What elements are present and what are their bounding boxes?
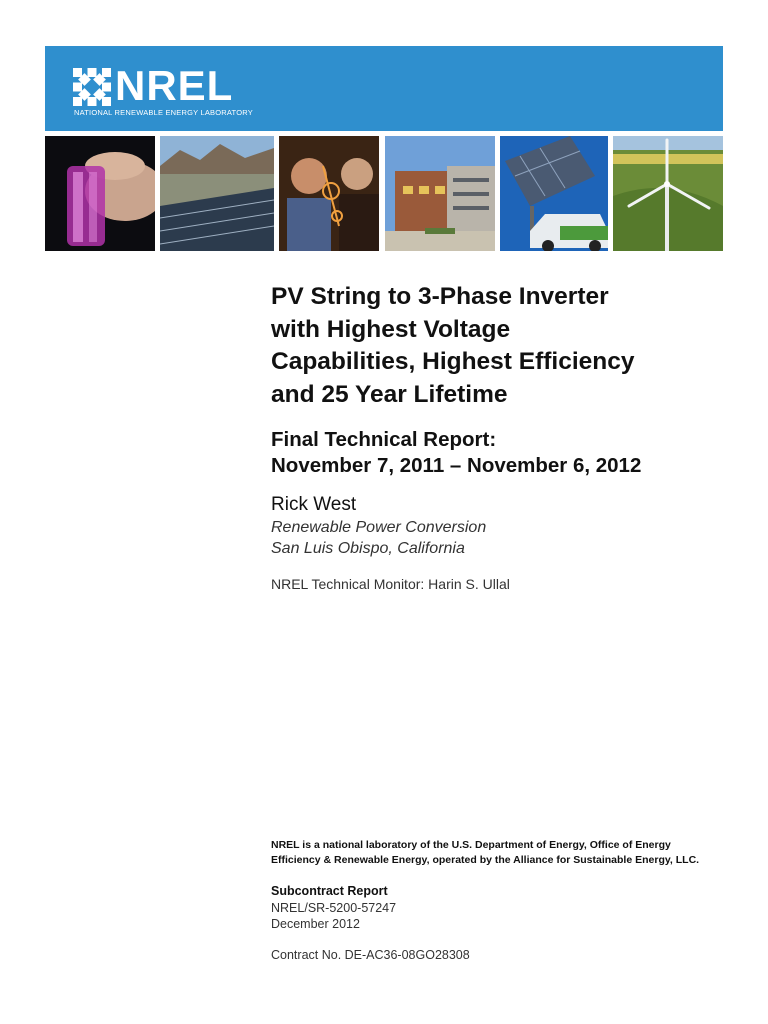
report-date: December 2012 — [271, 917, 360, 931]
photo-vial — [45, 136, 155, 251]
author-organization: Renewable Power Conversion — [271, 519, 487, 536]
report-title-block — [271, 281, 711, 411]
title-line: Capabilities, Highest Efficiency — [271, 348, 635, 375]
title-line: with Highest Voltage — [271, 315, 511, 343]
logo-subtitle: NATIONAL RENEWABLE ENERGY LABORATORY — [74, 108, 253, 117]
title-line: PV String to 3-Phase Inverter — [271, 283, 609, 310]
photo-solar-field — [160, 136, 274, 251]
photo-strip — [45, 136, 723, 251]
nrel-logo-mark-icon — [73, 68, 111, 106]
author-location: San Luis Obispo, California — [271, 540, 465, 557]
photo-solar-tracker-car — [500, 136, 608, 251]
technical-monitor: NREL Technical Monitor: Harin S. Ullal — [271, 576, 510, 592]
logo-wordmark: NREL — [115, 62, 234, 109]
nrel-banner — [45, 46, 723, 131]
report-period: November 7, 2011 – November 6, 2012 — [271, 454, 642, 477]
report-number: NREL/SR-5200-57247 — [271, 901, 397, 915]
author-name: Rick West — [271, 494, 357, 515]
report-type: Final Technical Report: — [271, 428, 497, 451]
photo-building — [385, 136, 495, 251]
subcontract-label: Subcontract Report — [271, 884, 388, 898]
photo-researchers — [279, 136, 379, 251]
title-line: and 25 Year Lifetime — [271, 380, 508, 408]
report-title — [271, 281, 711, 411]
doe-statement-line: Efficiency & Renewable Energy, operated by the Alliance for Sustainable Energy, LLC. — [271, 854, 700, 866]
photo-wind-turbine — [613, 136, 723, 251]
doe-statement-line: NREL is a national laboratory of the U.S. Department of Energy, Office of Energy — [271, 839, 671, 851]
contract-number: Contract No. DE-AC36-08GO28308 — [271, 948, 470, 962]
doe-statement — [271, 838, 731, 868]
